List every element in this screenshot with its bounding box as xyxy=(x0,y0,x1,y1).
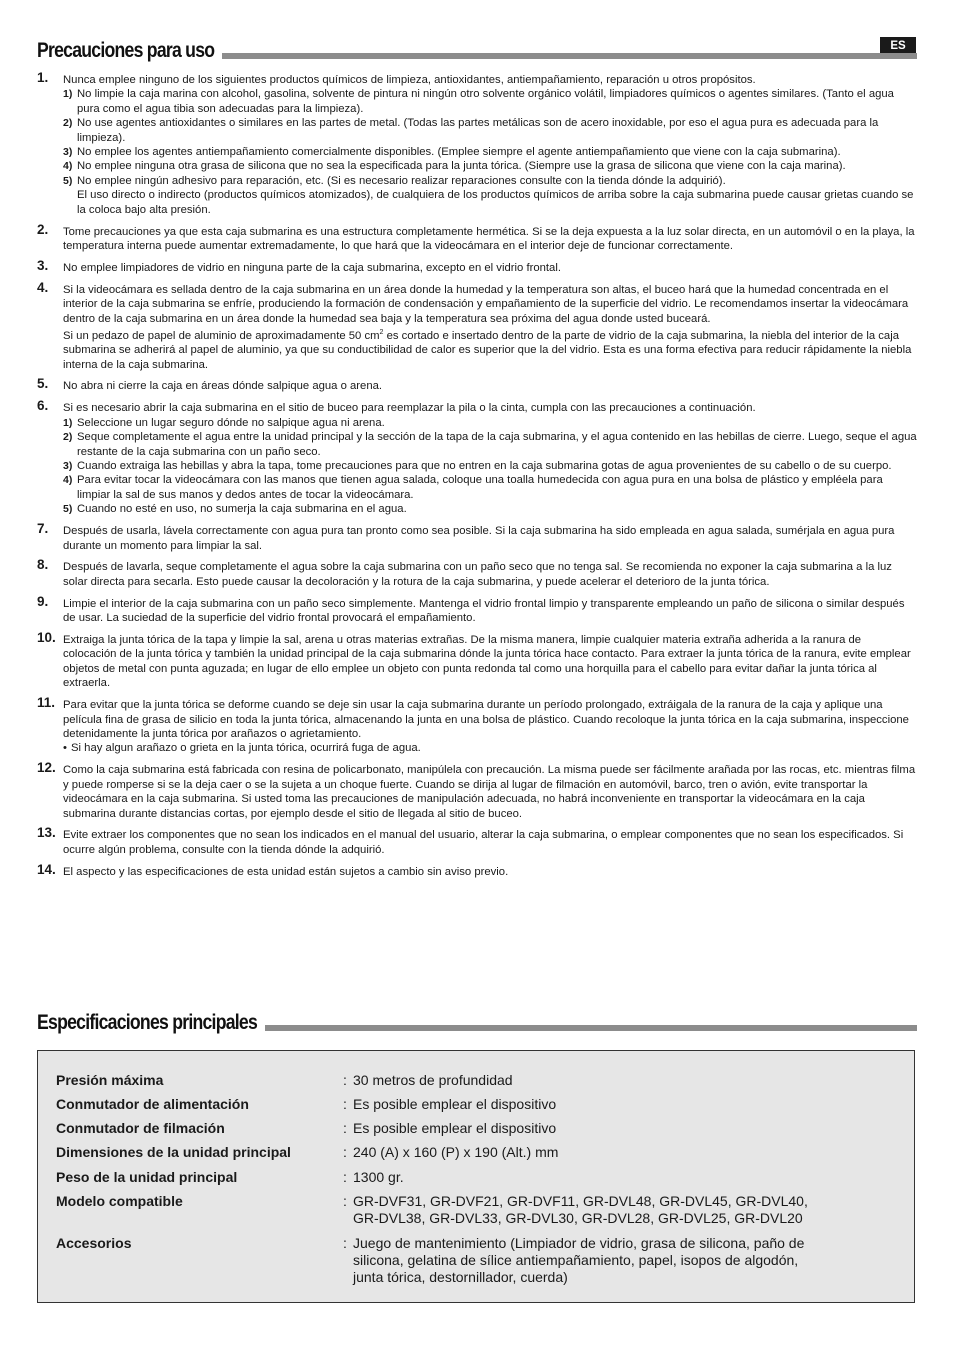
item-text: El aspecto y las especificaciones de esta unidad están sujetos a cambio sin aviso previo. xyxy=(63,865,509,878)
spec-value xyxy=(353,1169,893,1186)
item-number: 3. xyxy=(37,257,49,273)
item-text: Extraiga la junta tórica de la tapa y limpie la sal, arena u otras materias extrañas. De la misma manera, limpie cualquier materia extraña adherida a la ranura de colocación de la junta tórica y también la unidad principal de la caja submarina dónde la junta tórica hace contacto. Para extraer la junta tórica de la ranura, evite emplear objetos de metal con punta aguzada; en lugar de ello emplee un objeto con punta redonda tal como una horquilla para el cabello para evitar dañar la junta tórica al extraerla. xyxy=(63,634,911,690)
item-text: Evite extraer los componentes que no sean los indicados en el manual del usuario, alterar la caja submarina, o emplear componentes que no sean los especificados. Si ocurre algún problema, consulte con la tienda dónde la adquirió. xyxy=(63,829,904,856)
spec-label: Conmutador de filmación xyxy=(56,1120,225,1136)
spec-value-line: GR-DVF31, GR-DVF21, GR-DVF11, GR-DVL48, GR-DVL45, GR-DVL40, xyxy=(353,1193,808,1209)
sub-item-number: 3) xyxy=(63,146,73,159)
list-item xyxy=(37,221,917,254)
item-number: 8. xyxy=(37,557,49,573)
list-item xyxy=(37,695,917,756)
list-item xyxy=(37,760,917,821)
list-item xyxy=(37,861,917,879)
spec-value-line: Es posible emplear el dispositivo xyxy=(353,1096,557,1112)
sub-item xyxy=(63,502,917,516)
specifications-title: Especificaciones principales xyxy=(37,1011,258,1034)
bullet-text: Si hay algun arañazo o grieta en la junta tórica, ocurrirá fuga de agua. xyxy=(71,742,421,755)
sub-item-number: 2) xyxy=(63,431,73,444)
heading-rule xyxy=(222,53,917,59)
sub-item-number: 1) xyxy=(63,88,73,101)
item-number: 6. xyxy=(37,398,49,414)
item-number: 9. xyxy=(37,593,49,609)
spec-value-line: 1300 gr. xyxy=(353,1169,404,1185)
sub-item-text: Para evitar tocar la videocámara con las manos que tienen agua salada, coloque una toalla humedecida con agua pura en una bolsa de plástico y empléela para limpiar la sal de sus manos y dedos antes de tocar la videocámara. xyxy=(77,474,883,501)
list-item xyxy=(37,398,917,516)
item-text: No abra ni cierre la caja en áreas dónde salpique agua o arena. xyxy=(63,380,383,393)
sub-item xyxy=(63,87,917,116)
precautions-title: Precauciones para uso xyxy=(37,39,215,62)
spec-value-line: junta tórica, destornillador, cuerda) xyxy=(353,1269,568,1285)
item-text: No emplee limpiadores de vidrio en ninguna parte de la caja submarina, excepto en el vidrio frontal. xyxy=(63,261,561,274)
item-note: El uso directo o indirecto (productos químicos atomizados), de cualquiera de los productos químicos de arriba sobre la caja submarina puede causar grietas cuando se la coloca bajo alta presión. xyxy=(77,189,914,216)
sub-item-text: Seleccione un lugar seguro dónde no salpique agua ni arena. xyxy=(77,416,385,429)
item-text xyxy=(63,326,917,372)
sub-item xyxy=(63,116,917,145)
sub-item xyxy=(63,159,917,173)
spec-value-line: Juego de mantenimiento (Limpiador de vidrio, grasa de silicona, paño de xyxy=(353,1235,805,1251)
sub-item xyxy=(63,459,917,473)
list-item xyxy=(37,825,917,857)
item-text-part: Si un pedazo de papel de aluminio de aproximadamente 50 cm xyxy=(63,329,380,342)
sub-item-number: 1) xyxy=(63,416,73,429)
specifications-heading xyxy=(37,1012,917,1034)
spec-value xyxy=(353,1235,893,1286)
sub-item xyxy=(63,416,917,430)
item-number: 13. xyxy=(37,825,56,841)
superscript: 2 xyxy=(379,329,384,336)
item-text: Después de usarla, lávela correctamente con agua pura tan pronto como sea posible. Si la caja submarina ha sido empleada en agua salada, sumérjala en agua pura durante un momento para limpiar la sal. xyxy=(63,525,895,552)
sub-item-number: 5) xyxy=(63,174,73,187)
item-text: Para evitar que la junta tórica se deforme cuando se deje sin usar la caja submarina durante un período prolongado, extráigala de la ranura de la caja y aplique una película fina de grasa de silicio en toda la junta tórica, almacenando la junta en una bolsa de plástico. Cuando recoloque la junta tórica en la caja submarina, inspeccione detenidamente la junta tórica por arañazos o agrietamiento. xyxy=(63,699,909,741)
precautions-list xyxy=(37,70,917,887)
sub-item-text: No use agentes antioxidantes o similares en las partes de metal. (Todas las partes metálicas son de acero inoxidable, por eso el agua pura es adecuada para la limpieza). xyxy=(77,117,879,144)
list-item xyxy=(37,630,917,691)
sub-item-text: No emplee los agentes antiempañamiento comercialmente disponibles. (Emplee siempre el agente antiempañamiento que viene con la caja submarina). xyxy=(77,146,841,159)
spec-value-line: silicona, gelatina de sílice antiempañamiento, papel, isopos de algodón, xyxy=(353,1252,799,1268)
precautions-heading xyxy=(37,40,917,62)
item-number: 10. xyxy=(37,630,56,646)
item-text: Si la videocámara es sellada dentro de la caja submarina en un área donde la humedad y la temperatura son altas, el buceo hará que la humedad concentrada en el interior de la caja submarina se enfríe, produciendo la formación de condensación y empañamiento de la superficie del vidrio. Le recomendamos insertar la videocámara dentro de la caja submarina en un área donde la humedad sea baja y la temperatura sea próxima del agua donde usted buceará. xyxy=(63,283,909,325)
item-number: 2. xyxy=(37,221,49,237)
item-text-part: es cortado e insertado dentro de la parte de vidrio de la caja submarina, la niebla del interior de la caja submarina se adherirá al papel de aluminio, ya que su conductibilidad de calor es superior que la del vidrio. Esta es una forma efectiva para reducir rápidamente la niebla interna de la caja submarina. xyxy=(63,329,912,371)
item-text: Si es necesario abrir la caja submarina en el sitio de buceo para reemplazar la pila o la cinta, cumpla con las precauciones a continuación. xyxy=(63,402,756,415)
sub-item-text: Cuando no esté en uso, no sumerja la caja submarina en el agua. xyxy=(77,503,407,516)
list-item xyxy=(37,521,917,553)
spec-value xyxy=(353,1072,893,1089)
sub-item-text: No emplee ninguna otra grasa de silicona que no sea la especificada para la junta tórica. (Siempre use la grasa de silicona que viene con la caja marina). xyxy=(77,160,846,173)
item-number: 14. xyxy=(37,861,56,877)
list-item xyxy=(37,557,917,589)
sub-item-number: 5) xyxy=(63,503,73,516)
spec-value-line: 30 metros de profundidad xyxy=(353,1072,513,1088)
spec-value xyxy=(353,1120,893,1137)
item-number: 5. xyxy=(37,376,49,392)
item-number: 11. xyxy=(37,695,56,711)
sub-item xyxy=(63,145,917,159)
sub-item xyxy=(63,473,917,502)
spec-value xyxy=(353,1144,893,1161)
item-text: Tome precauciones ya que esta caja submarina es una estructura completamente hermética. Si se la deja expuesta a la luz solar directa, en un automóvil o en la playa, la temperatura interna puede aumentar extremadamente, lo que hará que la videocámara en el interior deje de funcionar correctamente. xyxy=(63,225,915,252)
spec-label: Presión máxima xyxy=(56,1072,164,1088)
bullet-mark: • xyxy=(63,742,67,755)
list-item xyxy=(37,593,917,626)
list-item xyxy=(37,376,917,393)
list-item xyxy=(37,279,917,372)
spec-label: Conmutador de alimentación xyxy=(56,1096,249,1112)
sub-item-number: 4) xyxy=(63,160,73,173)
spec-colon: : xyxy=(343,1235,347,1251)
specifications-table xyxy=(37,1050,915,1303)
item-number: 12. xyxy=(37,760,56,776)
spec-colon: : xyxy=(343,1193,347,1209)
item-text: Nunca emplee ninguno de los siguientes productos químicos de limpieza, antioxidantes, antiempañamiento, reparación u otros propósitos. xyxy=(63,74,756,86)
sub-item-number: 3) xyxy=(63,460,73,473)
spec-colon: : xyxy=(343,1144,347,1160)
sub-item-text: Cuando extraiga las hebillas y abra la tapa, tome precauciones para que no entren en la caja submarina gotas de agua provenientes de su cabello o de su cuerpo. xyxy=(77,460,892,473)
spec-value-line: 240 (A) x 160 (P) x 190 (Alt.) mm xyxy=(353,1144,559,1160)
item-text: Después de lavarla, seque completamente el agua sobre la caja submarina con un paño seco que no tenga sal. Se recomienda no exponer la caja submarina a la luz solar directa para secarla. Esto puede causar la decoloración y la rotura de la caja submarina, y puede acelerar el deterioro de la junta tórica. xyxy=(63,561,892,588)
spec-value-line: GR-DVL38, GR-DVL33, GR-DVL30, GR-DVL28, GR-DVL25, GR-DVL20 xyxy=(353,1210,803,1226)
spec-value xyxy=(353,1193,893,1227)
spec-colon: : xyxy=(343,1169,347,1185)
sub-item-number: 2) xyxy=(63,117,73,130)
sub-item-text: No limpie la caja marina con alcohol, gasolina, solvente de pintura ni ningún otro solvente orgánico volátil, limpiadores químicos o agentes similares. (Tanto el agua pura como el agua tibia son adecuadas para la limpieza). xyxy=(77,88,894,115)
sub-item-number: 4) xyxy=(63,474,73,487)
sub-item xyxy=(63,430,917,459)
sub-item-text: Seque completamente el agua entre la unidad principal y la sección de la tapa de la caja submarina, y el agua contenido en las hebillas de cierre. Luego, seque el agua restante de la caja submarina con un paño seco. xyxy=(77,431,917,458)
spec-value-line: Es posible emplear el dispositivo xyxy=(353,1120,557,1136)
bullet-note xyxy=(63,741,917,755)
heading-rule xyxy=(265,1025,917,1031)
item-number: 1. xyxy=(37,70,49,85)
spec-value xyxy=(353,1096,893,1113)
item-text: Como la caja submarina está fabricada con resina de policarbonato, manipúlela con precaución. La misma puede ser fácilmente arañada por las rocas, etc. mientras filma y puede romperse si se la deja caer o se la sujeta a un choque fuerte. Cuando se dirija al lugar de filmación en automóvil, barco, tren o avión, evite transportar la videocámara en la caja submarina. Si usted toma las precauciones de manipulación adecuada, no habrá inconveniente en transportar la videocámara en la caja submarina durante distancias cortas, por ejemplo desde el sitio de llegada al sitio de buceo. xyxy=(63,764,916,820)
spec-label: Accesorios xyxy=(56,1235,132,1251)
item-number: 4. xyxy=(37,279,49,295)
sub-item xyxy=(63,174,917,188)
spec-colon: : xyxy=(343,1120,347,1136)
spec-label: Peso de la unidad principal xyxy=(56,1169,238,1185)
list-item xyxy=(37,257,917,275)
sub-item-text: No emplee ningún adhesivo para reparación, etc. (Si es necesario realizar reparaciones consulte con la tienda dónde la adquirió). xyxy=(77,174,726,187)
spec-colon: : xyxy=(343,1096,347,1112)
spec-label: Dimensiones de la unidad principal xyxy=(56,1144,291,1160)
language-badge: ES xyxy=(880,37,916,55)
item-text: Limpie el interior de la caja submarina con un paño seco simplemente. Mantenga el vidrio frontal limpio y transparente empleando un paño de silicona o similar después de usar. La suciedad de la superficie del vidrio frontal provocará el empañamiento. xyxy=(63,597,905,625)
list-item xyxy=(37,70,917,217)
spec-label: Modelo compatible xyxy=(56,1193,183,1209)
spec-colon: : xyxy=(343,1072,347,1088)
item-number: 7. xyxy=(37,521,49,537)
